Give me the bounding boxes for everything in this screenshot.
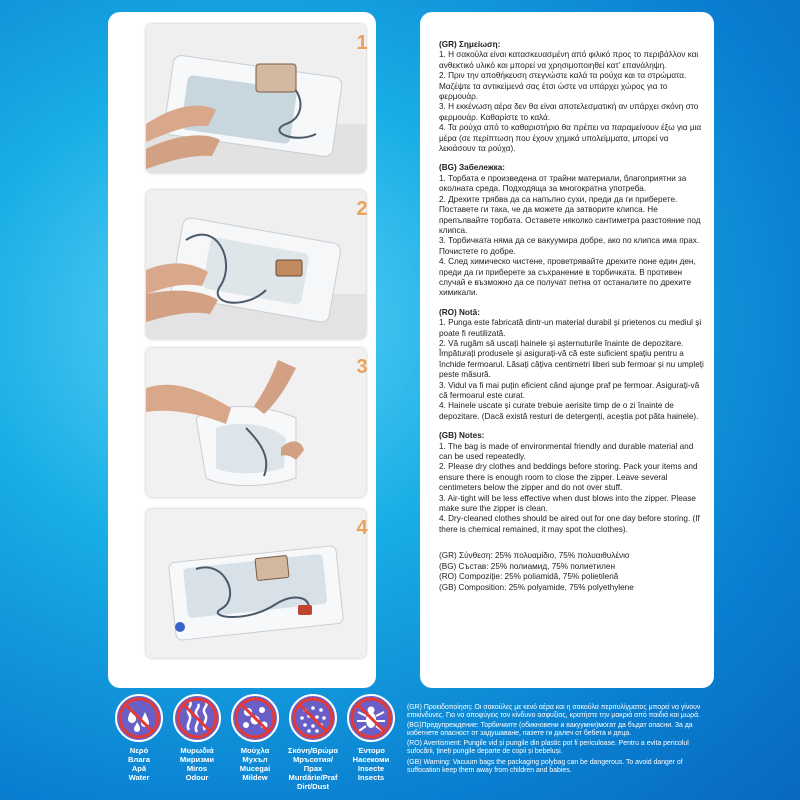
note-line: 3. Η εκκένωση αέρα δεν θα είναι αποτελεσματική αν υπάρχει σκόνη στο φερμουάρ. Καθαρίστε το καλά. xyxy=(439,102,699,122)
step-2-number: 2 xyxy=(356,198,368,220)
notes-panel xyxy=(420,12,714,688)
note-line: 4. След химическо чистене, проветрявайте дрехите поне един ден, преди да ги приберете за съхранение в торбичката. В противен случай е възможно да се получат петна от останалите по дрехите химикали. xyxy=(439,257,696,298)
step-3-photo xyxy=(146,348,366,497)
step-4-number: 4 xyxy=(356,517,368,539)
icon-item-insects xyxy=(343,694,399,782)
note-section-gr xyxy=(439,40,705,154)
icon-item-dust xyxy=(285,694,341,791)
composition-line: (GB) Composition: 25% polyamide, 75% polyethylene xyxy=(439,582,634,592)
mildew-spores-icon xyxy=(231,694,279,742)
step-1-photo xyxy=(146,24,366,173)
note-section-ro xyxy=(439,308,705,422)
icon-label-dust: Σκόνη/Βρώμα Мръсотия/ Прах Murdărie/Praf Dirt/Dust xyxy=(287,746,339,791)
note-line: 3. Vidul va fi mai puțin eficient când ajunge praf pe fermoar. Asigurați-vă că fermoarul este curat. xyxy=(439,380,700,400)
dust-dots-icon xyxy=(289,694,337,742)
notes-text xyxy=(439,40,705,593)
icon-label-water: Νερό Влага Apă Water xyxy=(128,746,150,782)
warnings-block xyxy=(407,704,707,777)
note-line: 1. Punga este fabricată dintr-un material durabil și prietenos cu mediul și poate fi reutilizată. xyxy=(439,318,702,338)
note-section-bg xyxy=(439,163,705,298)
protection-icons-row xyxy=(111,694,401,800)
note-line: 3. Торбичката няма да се вакуумира добре, ако по клипса има прах. Почистете го добре. xyxy=(439,236,700,256)
note-line: 2. Πριν την αποθήκευση στεγνώστε καλά τα ρούχα και τα στρώματα. Μαζέψτε τα αντικείμενά σας έτσι ώστε να υπάρχει χώρος για το φερμουάρ. xyxy=(439,71,687,102)
composition-line: (GR) Σύνθεση: 25% πολυαμίδιο, 75% πολυαιθυλένιο xyxy=(439,551,630,561)
note-line: 2. Дрехите трябва да са напълно сухи, преди да ги приберете. Поставете ги така, че да можете да затворите клипса. Не препълвайте торбата. Оставете няколко сантиметра разстояние под клипса. xyxy=(439,194,701,235)
note-line: 2. Vă rugăm să uscați hainele și așternuturile înainte de depozitare. Împăturați produsele și asigurați-vă că este suficient spațiu pentru a închide fermoarul. Lăsați câțiva centimetri liberi sub fermoar și nu umpleți peste măsură. xyxy=(439,338,704,380)
icon-item-odour xyxy=(169,694,225,782)
note-line: 4. Τα ρούχα από το καθαριστήριο θα πρέπει να παραμείνουν έξω για μια μέρα (σε περίπτωση που έχουν χημικά υπολείμματα, μπορεί να λεκιάσουν τα ρούχα). xyxy=(439,123,702,154)
note-section-gb xyxy=(439,431,705,535)
warning-ro: (RO) Avertisment: Pungile vid și pungile din plastic pot fi periculoase. Pentru a evita pericolul sufocării, țineți pungile departe de copii și bebeluși. xyxy=(407,740,689,756)
step-1 xyxy=(108,24,376,173)
icon-label-insects: Έντομο Насекоми Insecte Insects xyxy=(352,746,390,782)
note-line: 4. Dry-cleaned clothes should be aired out for one day before storing. (If there is chemical remained, it may spot the clothes). xyxy=(439,514,700,534)
step-4 xyxy=(108,509,376,658)
note-title-gr: (GR) Σημείωση: xyxy=(439,40,501,49)
step-2-photo xyxy=(146,190,366,339)
note-title-ro: (RO) Notă: xyxy=(439,307,480,317)
step-1-number: 1 xyxy=(356,32,368,54)
water-drops-icon xyxy=(115,694,163,742)
warning-bg: (BG)Предупреждение: Торбичките (обикновени и вакуумни)могат да бъдат опасни. За да избегнете опасност от задушаване, пазете ги далеч от бебета и деца. xyxy=(407,722,693,738)
note-line: 1. Торбата е произведена от трайни материали, благоприятни за околната среда. Подходяща за многократна употреба. xyxy=(439,173,687,194)
step-4-photo xyxy=(146,509,366,658)
composition-line: (RO) Compoziție: 25% poliamidă, 75% polietilenă xyxy=(439,572,619,582)
warning-gb: (GB) Warning: Vacuum bags the packaging polybag can be dangerous. To avoid danger of suffocation keep them away from children and babies. xyxy=(407,758,683,774)
note-title-gb: (GB) Notes: xyxy=(439,431,485,441)
step-2 xyxy=(108,190,376,339)
note-line: 3. Air-tight will be less effective when dust blows into the zipper. Please make sure the zipper is clean. xyxy=(439,493,696,514)
insect-icon xyxy=(347,694,395,742)
note-line: 1. Η σακούλα είναι κατασκευασμένη από φιλικό προς το περιβάλλον και ανθεκτικό υλικό και μπορεί να χρησιμοποιηθεί κατ’ επανάληψη. xyxy=(439,50,699,70)
composition-block xyxy=(439,551,705,593)
note-title-bg: (BG) Забележка: xyxy=(439,163,506,173)
note-line: 2. Please dry clothes and beddings before storing. Pack your items and ensure there is enough room to close the zipper. Leave several centimeters below the zipper and do not over stuff. xyxy=(439,462,698,493)
step-3 xyxy=(108,348,376,497)
icon-item-mildew xyxy=(227,694,283,782)
icon-item-water xyxy=(111,694,167,782)
note-line: 4. Hainele uscate și curate trebuie aerisite timp de o zi înainte de depozitare. (Dacă există resturi de detergenți, aceștia pot păta hainele). xyxy=(439,401,699,421)
note-line: 1. The bag is made of environmental friendly and durable material and can be used repeatedly. xyxy=(439,441,694,462)
odour-waves-icon xyxy=(173,694,221,742)
icon-label-mildew: Μούχλα Мухъл Mucegai Mildew xyxy=(239,746,271,782)
step-3-number: 3 xyxy=(356,356,368,378)
icon-label-odour: Μυρωδιά Миризми Miros Odour xyxy=(179,746,215,782)
steps-panel xyxy=(108,12,376,688)
composition-line: (BG) Състав: 25% полиамид, 75% полиетилен xyxy=(439,561,615,571)
warning-gr: (GR) Προειδοποίηση: Οι σακούλες με κενό αέρα και η σακούλα περιτυλίγματος μπορεί να γίνουν επικίνδυνες. Για να αποφύγεις τον κίνδυνο ασφυξίας, κρατήστε την μακριά από παιδιά και μωρά. xyxy=(407,704,701,720)
